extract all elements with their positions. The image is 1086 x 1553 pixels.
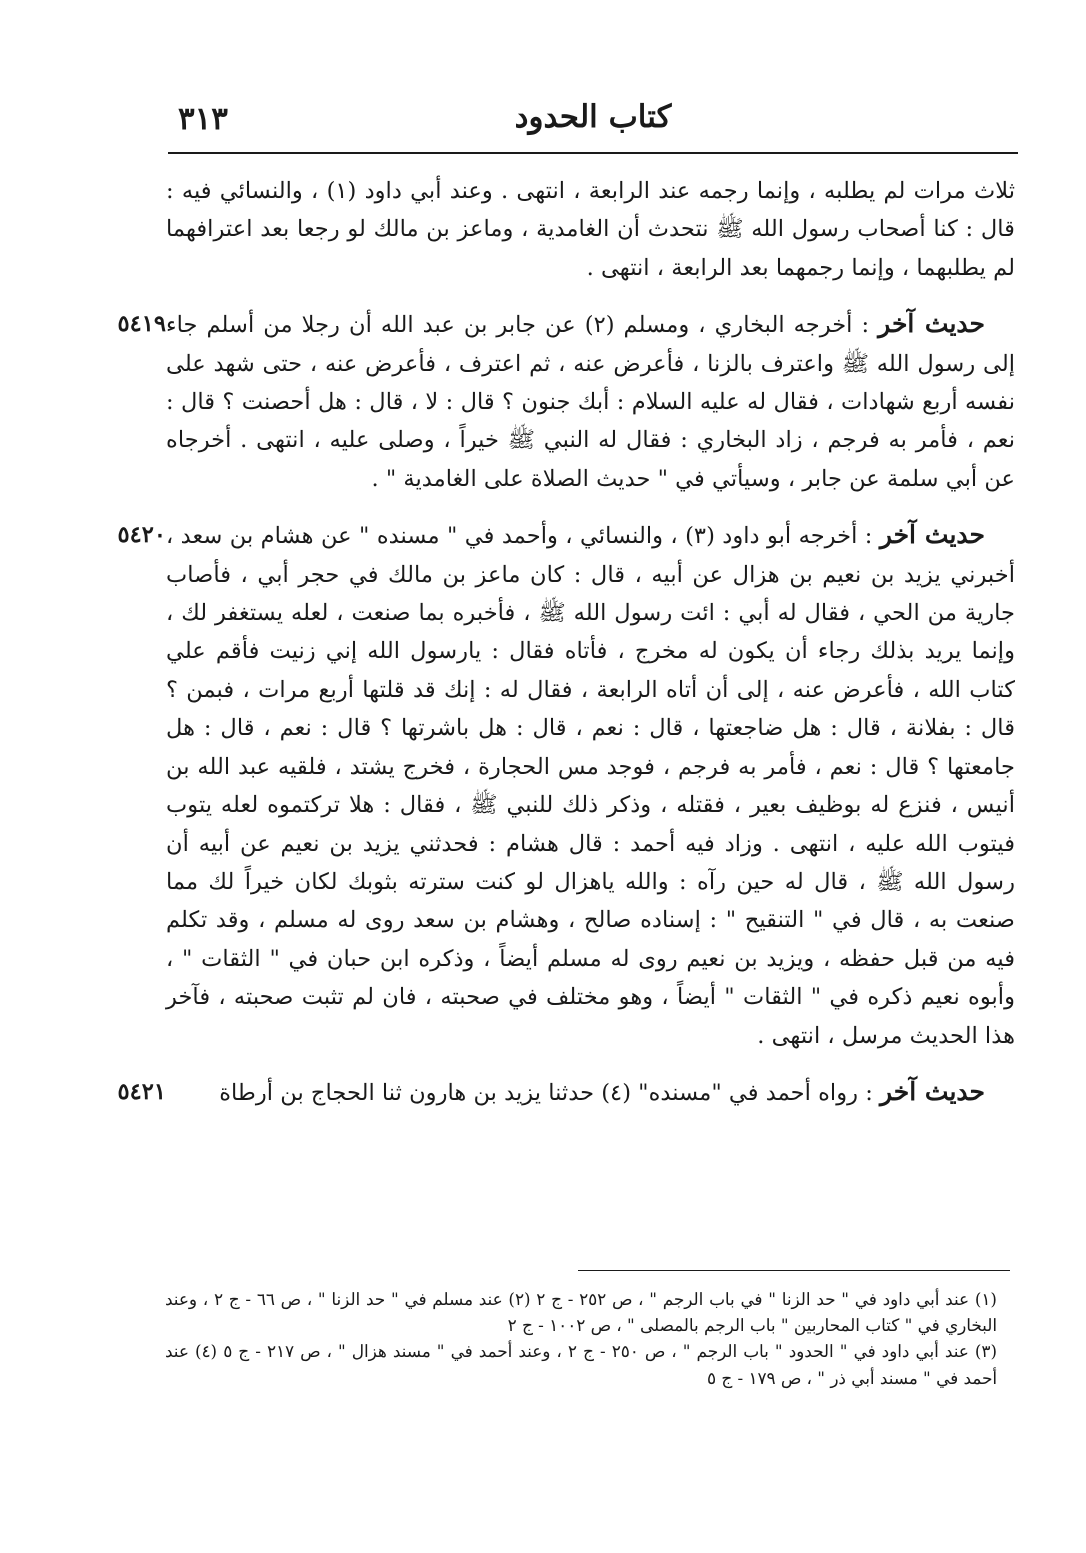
- page-number: ٣١٣: [178, 101, 228, 137]
- page-body: [110, 172, 1015, 1112]
- entry-text: [166, 305, 1015, 498]
- entry-body: : أخرجه البخاري ، ومسلم (٢) عن جابر بن عبد الله أن رجلا من أسلم جاء إلى رسول الله ﷺ واعترف بالزنا ، فأعرض عنه ، ثم اعترف ، فأعرض عنه ، حتى شهد على نفسه أربع شهادات ، فقال له عليه السلام : أبك جنون ؟ قال : لا ، قال : هل أحصنت ؟ قال : نعم ، فأمر به فرجم ، زاد البخاري : فقال له النبي ﷺ خيراً ، وصلى عليه ، انتهى . أخرجاه عن أبي سلمة عن جابر ، وسيأتي في " حديث الصلاة على الغامدية " .: [166, 312, 1015, 492]
- footnote-1-2: (١) عند أبي داود في " حد الزنا " في باب الرجم " ، ص ٢٥٢ - ج ٢ (٢) عند مسلم في " حد الزنا " ، ص ٦٦ - ج ٢ ، وعند البخاري في " كتاب المحاربين " باب الرجم بالمصلى " ، ص ١٠٠٢ - ج ٢: [165, 1289, 997, 1336]
- entry-text: [166, 516, 1015, 1055]
- footnote-3-4: (٣) عند أبي داود في " الحدود " باب الرجم " ، ص ٢٥٠ - ج ٢ ، وعند أحمد في " مسند هزال " ، ص ٢١٧ - ج ٥ (٤) عند أحمد في " مسند أبي ذر " ، ص ١٧٩ - ج ٥: [165, 1341, 997, 1388]
- hadith-entry-5421: [117, 1073, 1015, 1112]
- header-rule: [168, 152, 1018, 154]
- entry-heading: حديث آخر: [879, 520, 986, 550]
- hadith-entry-5419: [117, 305, 1015, 498]
- entry-text: [166, 1073, 1015, 1112]
- entry-number: ٥٤٢٠: [117, 522, 166, 549]
- footnotes: [165, 1286, 1015, 1391]
- entry-body: : رواه أحمد في "مسنده" (٤) حدثنا يزيد بن هارون ثنا الحجاج بن أرطاة: [219, 1079, 873, 1106]
- entry-heading: حديث آخر: [880, 1076, 985, 1106]
- entry-heading: حديث آخر: [878, 309, 985, 339]
- footnote-rule: [578, 1270, 1010, 1271]
- entry-number: ٥٤١٩: [117, 311, 166, 338]
- continued-paragraph: ثلاث مرات لم يطلبه ، وإنما رجمه عند الرابعة ، انتهى . وعند أبي داود (١) ، والنسائي فيه : قال : كنا أصحاب رسول الله ﷺ نتحدث أن الغامدية ، وماعز بن مالك لو رجعا بعد اعترافهما لم يطلبهما ، وإنما رجمهما بعد الرابعة ، انتهى .: [166, 178, 1015, 281]
- page-header: [168, 95, 1018, 147]
- running-title: كتاب الحدود: [514, 99, 672, 135]
- entry-body: : أخرجه أبو داود (٣) ، والنسائي ، وأحمد في " مسنده " عن هشام بن سعد ، أخبرني يزيد بن نعيم بن هزال عن أبيه ، قال : كان ماعز بن مالك في حجر أبي ، فأصاب جارية من الحي ، فقال له أبي : ائت رسول الله ﷺ ، فأخبره بما صنعت ، لعله يستغفر لك ، وإنما يريد بذلك رجاء أن يكون له مخرج ، فأتاه فقال : يارسول الله إني زنيت فأقم علي كتاب الله ، فأعرض عنه ، إلى أن أتاه الرابعة ، فقال له : إنك قد قلتها أربع مرات ، فبمن ؟ قال : بفلانة ، قال : هل ضاجعتها ، قال : نعم ، قال : هل باشرتها ؟ قال : نعم ، قال : هل جامعتها ؟ قال : نعم ، فأمر به فرجم ، فوجد مس الحجارة ، فخرج يشتد ، فلقيه عبد الله بن أنيس ، فنزع له بوظيف بعير ، فقتله ، وذكر ذلك للنبي ﷺ ، فقال : هلا تركتموه لعله يتوب فيتوب الله عليه ، انتهى . وزاد فيه أحمد : قال هشام : فحدثني يزيد بن نعيم عن أبيه أن رسول الله ﷺ ، قال له حين رآه : والله ياهزال لو كنت سترته بثوبك لكان خيراً لك مما صنعت به ، قال في " التنقيح " : إسناده صالح ، وهشام بن سعد روى له مسلم ، وقد تكلم فيه من قبل حفظه ، ويزيد بن نعيم روى له مسلم أيضاً ، وذكره ابن حبان في " الثقات " ، وأبوه نعيم ذكره في " الثقات " أيضاً ، وهو مختلف في صحبته ، فان لم تثبت صحبته ، فآخر هذا الحديث مرسل ، انتهى .: [166, 523, 1015, 1049]
- hadith-entry-5420: [117, 516, 1015, 1055]
- entry-number: ٥٤٢١: [117, 1078, 166, 1105]
